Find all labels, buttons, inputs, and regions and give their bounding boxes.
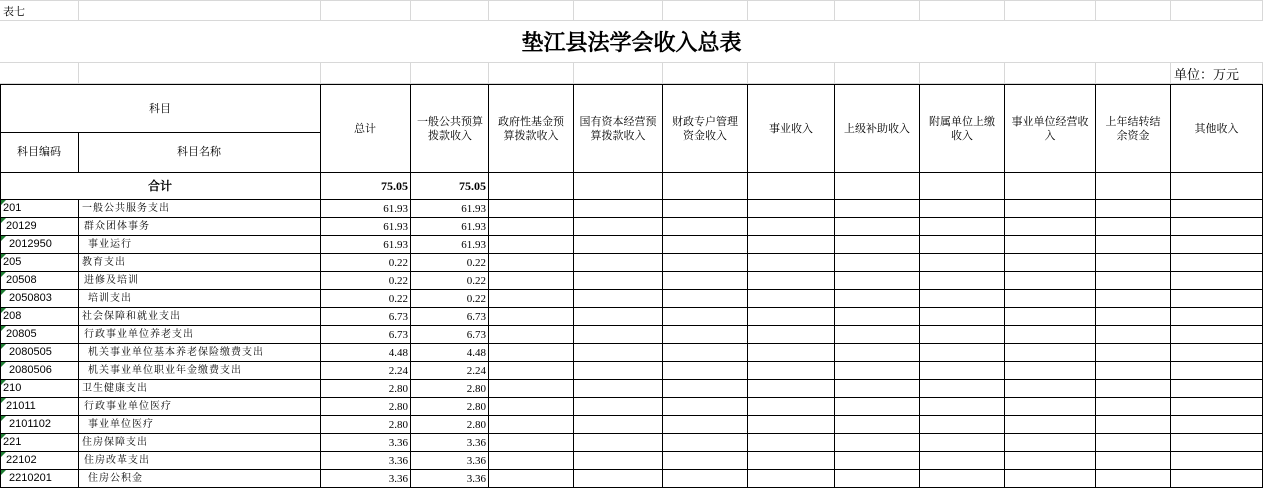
- table-border: [662, 84, 663, 488]
- row-general: 3.36: [466, 455, 486, 467]
- table-border: [919, 84, 920, 488]
- row-total: 0.22: [388, 275, 408, 287]
- row-name: 进修及培训: [84, 275, 139, 286]
- gridline: [1004, 62, 1005, 84]
- gridline: [919, 62, 920, 84]
- row-code: 22102: [6, 454, 37, 466]
- gridline: [1095, 0, 1096, 20]
- row-name: 行政事业单位医疗: [84, 401, 172, 412]
- table-border: [0, 235, 1263, 236]
- row-general: 61.93: [461, 239, 486, 251]
- table-border: [0, 253, 1263, 254]
- row-name: 机关事业单位职业年金缴费支出: [88, 365, 242, 376]
- header-superior-subsidy: 上级补助收入: [844, 122, 910, 135]
- table-border: [78, 132, 79, 173]
- sum-label: 合计: [147, 179, 172, 193]
- gridline: [1170, 62, 1171, 84]
- row-name: 住房公积金: [88, 473, 143, 484]
- header-total: 总计: [354, 122, 376, 135]
- row-code: 2101102: [9, 418, 52, 430]
- row-general: 6.73: [466, 311, 486, 323]
- row-total: 6.73: [388, 311, 408, 323]
- gridline: [919, 0, 920, 20]
- row-total: 4.48: [388, 347, 408, 359]
- header-name: 科目名称: [177, 145, 221, 158]
- row-general: 2.80: [466, 419, 486, 431]
- row-name: 卫生健康支出: [82, 383, 148, 394]
- row-total: 0.22: [388, 257, 408, 269]
- row-name: 事业运行: [88, 239, 132, 250]
- row-total: 2.80: [388, 419, 408, 431]
- gridline: [0, 62, 1263, 63]
- row-total: 2.24: [388, 365, 408, 377]
- gridline: [834, 62, 835, 84]
- table-border: [0, 361, 1263, 362]
- gridline: [410, 62, 411, 84]
- gridline: [0, 20, 1263, 21]
- row-code: 205: [3, 256, 22, 268]
- header-business-operation: 事业单位经营收入: [1011, 115, 1089, 142]
- table-border: [488, 84, 489, 488]
- header-subject: 科目: [149, 102, 171, 115]
- row-total: 2.80: [388, 383, 408, 395]
- row-total: 61.93: [383, 221, 408, 233]
- header-gov-fund: 政府性基金预算拨款收入: [498, 115, 564, 142]
- row-total: 3.36: [388, 455, 408, 467]
- gridline: [747, 0, 748, 20]
- row-name: 行政事业单位养老支出: [84, 329, 194, 340]
- row-code: 208: [3, 310, 22, 322]
- table-border: [0, 397, 1263, 398]
- row-general: 3.36: [466, 473, 486, 485]
- table-border: [0, 433, 1263, 434]
- row-code: 21011: [6, 400, 36, 412]
- header-other-income: 其他收入: [1194, 122, 1239, 135]
- table-border: [0, 289, 1263, 290]
- table-border: [0, 469, 1263, 470]
- table-border: [0, 325, 1263, 326]
- unit-label: 单位：万元: [1174, 68, 1240, 83]
- row-name: 培训支出: [88, 293, 132, 304]
- table-border: [0, 217, 1263, 218]
- row-name: 事业单位医疗: [88, 419, 154, 430]
- table-border: [1004, 84, 1005, 488]
- gridline: [1170, 0, 1171, 20]
- sum-general: 75.05: [459, 179, 486, 193]
- error-marker: [1, 344, 6, 349]
- row-general: 61.93: [461, 221, 486, 233]
- sum-total: 75.05: [381, 179, 408, 193]
- row-code: 2012950: [9, 238, 52, 250]
- gridline: [0, 0, 1263, 1]
- row-total: 3.36: [388, 473, 408, 485]
- gridline: [747, 62, 748, 84]
- row-code: 210: [3, 382, 22, 394]
- header-special-account: 财政专户管理资金收入: [672, 115, 738, 142]
- gridline: [1004, 0, 1005, 20]
- table-border: [0, 415, 1263, 416]
- header-general-budget: 一般公共预算拨款收入: [417, 115, 483, 142]
- row-code: 201: [3, 202, 22, 214]
- row-general: 0.22: [466, 293, 486, 305]
- row-total: 61.93: [383, 203, 408, 215]
- gridline: [1095, 62, 1096, 84]
- error-marker: [1, 416, 6, 421]
- row-general: 2.80: [466, 401, 486, 413]
- sheet-label: 表七: [3, 5, 25, 18]
- row-code: 20508: [6, 274, 37, 286]
- gridline: [662, 0, 663, 20]
- error-marker: [1, 470, 6, 475]
- row-code: 2210201: [9, 472, 52, 484]
- row-total: 6.73: [388, 329, 408, 341]
- table-border: [0, 84, 1263, 85]
- table-border: [1095, 84, 1096, 488]
- row-name: 群众团体事务: [84, 221, 150, 232]
- table-border: [573, 84, 574, 488]
- row-general: 2.80: [466, 383, 486, 395]
- gridline: [573, 0, 574, 20]
- row-general: 6.73: [466, 329, 486, 341]
- table-border: [0, 271, 1263, 272]
- error-marker: [1, 236, 6, 241]
- gridline: [410, 0, 411, 20]
- table-border: [747, 84, 748, 488]
- row-code: 2050803: [9, 292, 52, 304]
- row-total: 2.80: [388, 401, 408, 413]
- table-border: [0, 451, 1263, 452]
- gridline: [573, 62, 574, 84]
- table-border: [0, 172, 1263, 173]
- page-title: 垫江县法学会收入总表: [521, 30, 742, 56]
- table-border: [0, 132, 320, 133]
- row-general: 3.36: [466, 437, 486, 449]
- table-border: [0, 307, 1263, 308]
- table-border: [0, 379, 1263, 380]
- header-code: 科目编码: [17, 145, 61, 158]
- gridline: [488, 0, 489, 20]
- row-code: 221: [3, 436, 22, 448]
- table-border: [0, 199, 1263, 200]
- gridline: [320, 62, 321, 84]
- table-border: [0, 84, 1, 488]
- header-business-income: 事业收入: [769, 122, 813, 135]
- row-name: 住房保障支出: [82, 437, 148, 448]
- row-code: 20129: [6, 220, 37, 232]
- row-name: 教育支出: [82, 257, 126, 268]
- row-name: 一般公共服务支出: [82, 203, 170, 214]
- row-general: 4.48: [466, 347, 486, 359]
- table-border: [0, 343, 1263, 344]
- row-name: 住房改革支出: [84, 455, 150, 466]
- table-border: [1170, 84, 1171, 488]
- header-state-capital: 国有资本经营预算拨款收入: [579, 115, 657, 142]
- row-name: 机关事业单位基本养老保险缴费支出: [88, 347, 264, 358]
- header-affiliated-payment: 附属单位上缴收入: [929, 115, 995, 142]
- row-code: 2080506: [9, 364, 52, 376]
- row-general: 0.22: [466, 257, 486, 269]
- table-border: [834, 84, 835, 488]
- gridline: [662, 62, 663, 84]
- row-general: 61.93: [461, 203, 486, 215]
- row-general: 2.24: [466, 365, 486, 377]
- error-marker: [1, 362, 6, 367]
- row-code: 20805: [6, 328, 37, 340]
- row-total: 0.22: [388, 293, 408, 305]
- row-total: 61.93: [383, 239, 408, 251]
- error-marker: [1, 290, 6, 295]
- table-border: [78, 200, 79, 488]
- gridline: [78, 0, 79, 20]
- header-carryover: 上年结转结余资金: [1105, 115, 1161, 142]
- gridline: [78, 62, 79, 84]
- row-name: 社会保障和就业支出: [82, 311, 181, 322]
- gridline: [320, 0, 321, 20]
- gridline: [488, 62, 489, 84]
- row-general: 0.22: [466, 275, 486, 287]
- row-code: 2080505: [9, 346, 52, 358]
- gridline: [834, 0, 835, 20]
- row-total: 3.36: [388, 437, 408, 449]
